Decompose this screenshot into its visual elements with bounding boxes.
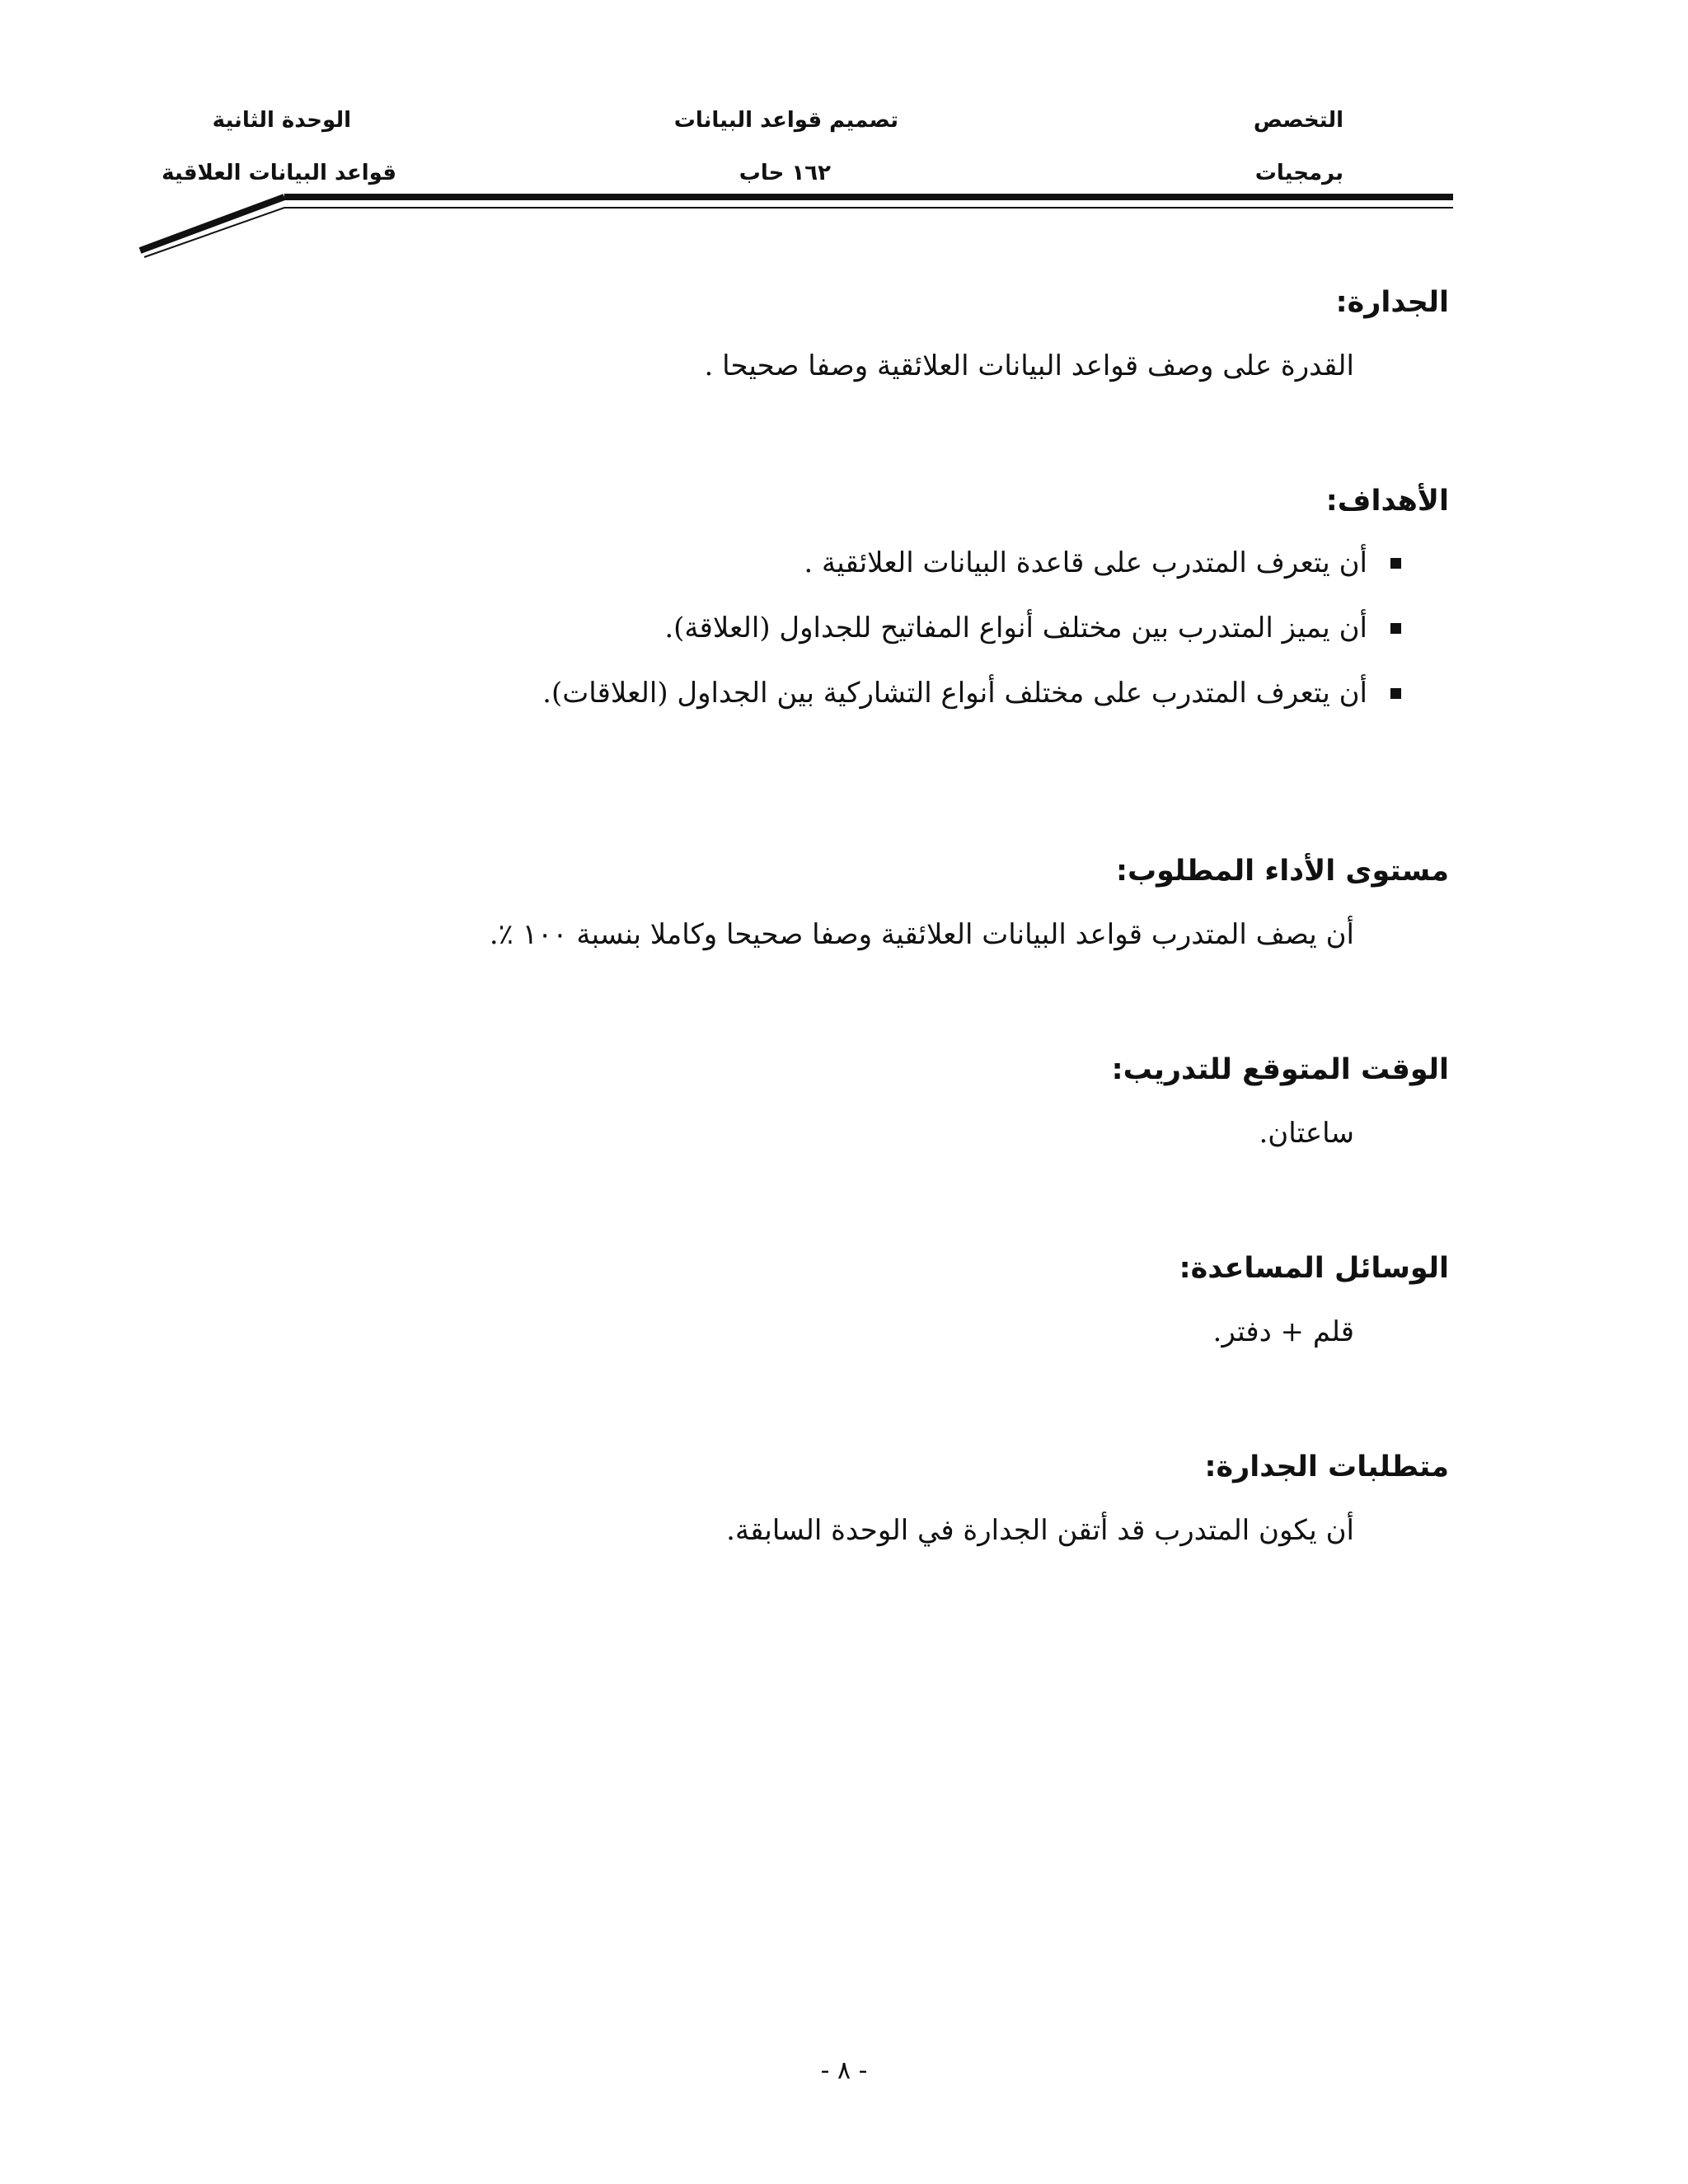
header-unit-label: الوحدة الثانية: [212, 108, 351, 133]
prerequisites-text: أن يكون المتدرب قد أتقن الجدارة في الوحدة السابقة.: [726, 1514, 1354, 1547]
square-bullet-icon: [1390, 558, 1401, 569]
objective-item-text: أن يميز المتدرب بين مختلف أنواع المفاتيح للجداول (العلاقة).: [664, 612, 1367, 644]
prerequisites-heading: متطلبات الجدارة:: [1204, 1451, 1449, 1483]
competency-text: القدرة على وصف قواعد البيانات العلائقية وصفا صحيحا .: [704, 349, 1354, 382]
header-specialty-value: برمجيات: [1254, 161, 1343, 185]
aids-text: قلم + دفتر.: [1212, 1315, 1354, 1348]
square-bullet-icon: [1390, 688, 1401, 699]
square-bullet-icon: [1390, 623, 1401, 634]
header-course-code: ١٦٢ حاب: [738, 161, 831, 185]
objectives-heading: الأهداف:: [1325, 485, 1449, 518]
objective-item: [664, 614, 1401, 642]
page-number: - ٨ -: [820, 2056, 868, 2085]
header-specialty-label: التخصص: [1253, 108, 1343, 133]
header-course-title: تصميم قواعد البيانات: [673, 108, 898, 133]
objective-item: [542, 677, 1401, 710]
aids-heading: الوسائل المساعدة:: [1179, 1252, 1449, 1285]
objective-item-text: أن يتعرف المتدرب على قاعدة البيانات العلائقية .: [804, 546, 1367, 579]
time-heading: الوقت المتوقع للتدريب:: [1111, 1053, 1449, 1086]
objective-item-text: أن يتعرف المتدرب على مختلف أنواع التشاركية بين الجداول (العلاقات).: [542, 677, 1367, 710]
competency-heading: الجدارة:: [1335, 286, 1449, 319]
header-unit-title: قواعد البيانات العلاقية: [162, 161, 396, 185]
performance-heading: مستوى الأداء المطلوب:: [1116, 855, 1449, 888]
time-text: ساعتان.: [1259, 1117, 1354, 1150]
objective-item: [804, 546, 1401, 579]
header-divider: [0, 0, 1688, 272]
performance-text: أن يصف المتدرب قواعد البيانات العلائقية وصفا صحيحا وكاملا بنسبة ١٠٠ ٪.: [489, 918, 1354, 951]
